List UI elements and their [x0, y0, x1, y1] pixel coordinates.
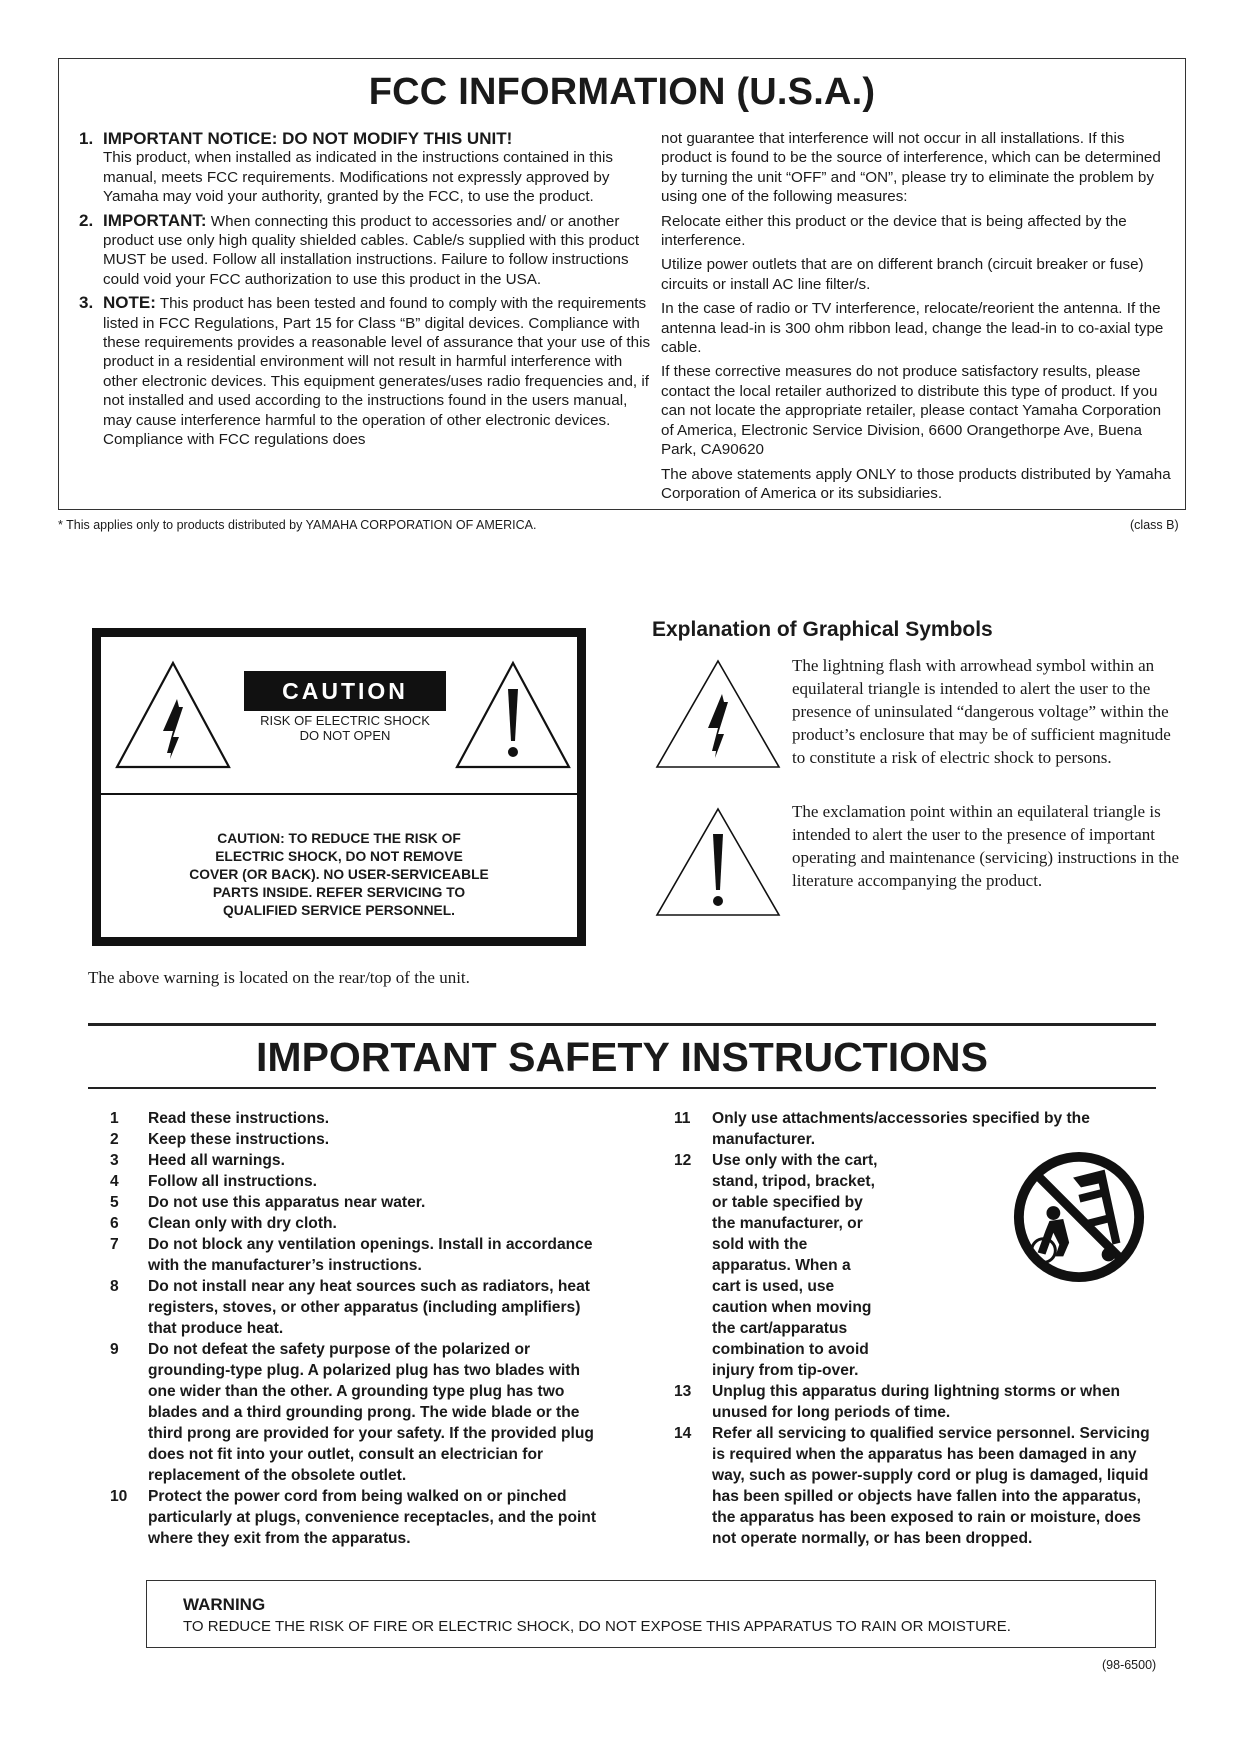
fcc-paragraph: Relocate either this product or the device that is being affected by the interference.: [661, 212, 1127, 250]
caution-label: [92, 628, 586, 946]
fcc-paragraph: Utilize power outlets that are on different branch (circuit breaker or fuse) circuits or install AC line filter/s.: [661, 256, 1144, 293]
fcc-information-box: [58, 58, 1186, 510]
fcc-item-1: [79, 129, 657, 207]
safety-item-text: Do not defeat the safety purpose of the polarized or grounding-type plug. A polarized plug has two blades with one wider than the other. A grounding type plug has two blades and a third grounding prong. The wide blade or the third prong are provided for your safety. If the provided plug does not fit into your outlet, consult an electrician for replacement of the obsolete outlet.: [148, 1341, 594, 1484]
divider: [88, 1023, 1156, 1026]
fcc-item-heading: IMPORTANT NOTICE: DO NOT MODIFY THIS UNIT!: [103, 129, 513, 148]
safety-item-text: Do not use this apparatus near water.: [148, 1194, 426, 1211]
warning-text: TO REDUCE THE RISK OF FIRE OR ELECTRIC SHOCK, DO NOT EXPOSE THIS APPARATUS TO RAIN OR MOISTURE.: [183, 1618, 1011, 1635]
fcc-class-label: (class B): [1130, 518, 1179, 532]
safety-item: [674, 1423, 1160, 1549]
caution-risk-line: DO NOT OPEN: [299, 728, 391, 743]
safety-item-text: Only use attachments/accessories specified by the manufacturer.: [712, 1110, 1090, 1148]
safety-item-text: Read these instructions.: [148, 1110, 330, 1127]
safety-item: [110, 1234, 610, 1276]
safety-item-number: 13: [674, 1383, 692, 1400]
fcc-paragraph: The above statements apply ONLY to those products distributed by Yamaha Corporation of America or its subsidiaries.: [661, 465, 1171, 502]
caution-risk-line: RISK OF ELECTRIC SHOCK: [260, 713, 430, 728]
safety-left-column: [110, 1108, 610, 1549]
safety-item-number: 3: [110, 1152, 119, 1169]
safety-item: [674, 1108, 1160, 1150]
safety-item-text: Use only with the cart, stand, tripod, bracket, or table specified by the manufacturer, or sold with the apparatus. When a cart is used, use caution when moving the cart/apparatus combination to avoid injury from tip-over.: [712, 1152, 878, 1379]
safety-item-number: 11: [674, 1110, 691, 1127]
lightning-triangle-icon: [654, 658, 782, 770]
exclamation-symbol-explanation: The exclamation point within an equilateral triangle is intended to alert the user to the presence of important operating and maintenance (servicing) instructions in the literature accompanying the product.: [792, 802, 1180, 890]
symbols-title: Explanation of Graphical Symbols: [652, 618, 993, 641]
caution-warning-text: [131, 830, 547, 920]
fcc-paragraph: not guarantee that interference will not occur in all installations. If this product is found to be the source of interference, which can be determined by turning the unit “OFF” and “ON”, please try to eliminate the problem by using one of the following measures:: [661, 130, 1161, 206]
caution-label-top: [101, 637, 577, 793]
safety-item-text: Keep these instructions.: [148, 1131, 330, 1148]
safety-item-number: 9: [110, 1341, 119, 1358]
safety-item-number: 7: [110, 1236, 119, 1253]
safety-item-text: Clean only with dry cloth.: [148, 1215, 337, 1232]
safety-item-text: Follow all instructions.: [148, 1173, 317, 1190]
caution-badge: CAUTION: [244, 671, 446, 711]
fcc-footnote: * This applies only to products distributed by YAMAHA CORPORATION OF AMERICA.: [58, 518, 537, 532]
safety-item-text: Refer all servicing to qualified service personnel. Servicing is required when the apparatus has been damaged in any way, such as power-supply cord or plug is damaged, liquid has been spilled or objects have fallen into the apparatus, the apparatus has been exposed to rain or moisture, does not operate normally, or has been dropped.: [712, 1425, 1150, 1547]
exclamation-triangle-icon: [453, 659, 573, 771]
safety-item-number: 1: [110, 1110, 119, 1127]
safety-item: [674, 1381, 1160, 1423]
fcc-item-heading: IMPORTANT:: [103, 210, 207, 230]
safety-item: [110, 1129, 610, 1150]
safety-title: IMPORTANT SAFETY INSTRUCTIONS: [256, 1034, 988, 1080]
lightning-triangle-icon: [113, 659, 233, 771]
caution-text-line: CAUTION: TO REDUCE THE RISK OF: [217, 831, 461, 846]
divider: [88, 1087, 1156, 1089]
warning-box: [146, 1580, 1156, 1648]
caution-text-line: PARTS INSIDE. REFER SERVICING TO: [212, 885, 466, 900]
fcc-item-heading: NOTE:: [103, 293, 156, 313]
safety-item-number: 14: [674, 1425, 692, 1442]
caution-risk-text: [244, 713, 446, 743]
fcc-left-column: [79, 129, 657, 454]
safety-item-number: 4: [110, 1173, 119, 1190]
exclamation-triangle-icon: [654, 806, 782, 918]
fcc-paragraph: In the case of radio or TV interference, relocate/reorient the antenna. If the antenna lead-in is 300 ohm ribbon lead, change the lead-in to co-axial type cable.: [661, 300, 1164, 357]
fcc-item-text: When connecting this product to accessories and/ or another product use only high quality shielded cables. Cable/s supplied with this product MUST be used. Follow all installation instructions. Failure to follow instructions could void your FCC authorization to use this product in the USA.: [103, 212, 640, 288]
safety-item-text: Heed all warnings.: [148, 1152, 285, 1169]
safety-item-text: Do not install near any heat sources such as radiators, heat registers, stoves, or other apparatus (including amplifiers) that produce heat.: [148, 1278, 590, 1337]
fcc-title: FCC INFORMATION (U.S.A.): [368, 71, 876, 113]
fcc-paragraph: If these corrective measures do not produce satisfactory results, please contact the local retailer authorized to distribute this type of product. If you can not locate the appropriate retailer, please contact Yamaha Corporation of America, Electronic Service Division, 6600 Orangethorpe Ave, Buena Park, CA90620: [661, 363, 1162, 459]
fcc-item-3: [79, 293, 657, 449]
fcc-item-number: 3.: [79, 293, 94, 313]
safety-item: [110, 1486, 610, 1549]
safety-item-text: Protect the power cord from being walked on or pinched particularly at plugs, convenience receptacles, and the point where they exit from the apparatus.: [148, 1488, 597, 1547]
caution-text-line: ELECTRIC SHOCK, DO NOT REMOVE: [215, 849, 463, 864]
safety-item: [110, 1192, 610, 1213]
fcc-item-2: [79, 211, 657, 290]
safety-item: [110, 1171, 610, 1192]
safety-item: [110, 1339, 610, 1486]
caution-label-bottom: [101, 795, 577, 937]
safety-item-number: 10: [110, 1488, 128, 1505]
safety-item: [110, 1276, 610, 1339]
fcc-item-text: This product, when installed as indicated in the instructions contained in this manual, meets FCC requirements. Modifications not expressly approved by Yamaha may void your authority, granted by the FCC, to use the product.: [103, 149, 613, 206]
document-code: (98-6500): [1102, 1658, 1157, 1672]
fcc-item-number: 2.: [79, 210, 94, 230]
safety-item: [110, 1108, 610, 1129]
fcc-right-column: [661, 129, 1171, 508]
safety-item-number: 5: [110, 1194, 119, 1211]
safety-item-text: Unplug this apparatus during lightning storms or when unused for long periods of time.: [712, 1383, 1121, 1421]
safety-item-number: 12: [674, 1152, 692, 1169]
caution-text-line: COVER (OR BACK). NO USER-SERVICEABLE: [189, 867, 489, 882]
safety-item: [110, 1150, 610, 1171]
caution-text-line: QUALIFIED SERVICE PERSONNEL.: [222, 903, 456, 918]
safety-item-number: 8: [110, 1278, 119, 1295]
caution-location-note: The above warning is located on the rear/top of the unit.: [88, 968, 470, 987]
fcc-item-text: This product has been tested and found to comply with the requirements listed in FCC Regulations, Part 15 for Class “B” digital devices. Compliance with these requirements provides a reasonable level of assurance that your use of this product in a residential environment will not result in harmful interference with other electronic devices. This equipment generates/uses radio frequencies and, if not installed and used according to the instructions found in the users manual, may cause interference harmful to the operation of other electronic devices. Compliance with FCC regulations does: [103, 295, 651, 449]
cart-tip-over-warning-icon: [1010, 1148, 1148, 1286]
safety-item-number: 2: [110, 1131, 119, 1148]
safety-item: [110, 1213, 610, 1234]
fcc-item-number: 1.: [79, 129, 94, 148]
warning-title: WARNING: [183, 1595, 266, 1614]
safety-item-text: Do not block any ventilation openings. Install in accordance with the manufacturer’s instructions.: [148, 1236, 593, 1274]
safety-item-number: 6: [110, 1215, 119, 1232]
lightning-symbol-explanation: The lightning flash with arrowhead symbol within an equilateral triangle is intended to alert the user to the presence of uninsulated “dangerous voltage” within the product’s enclosure that may be of sufficient magnitude to constitute a risk of electric shock to persons.: [792, 656, 1171, 767]
